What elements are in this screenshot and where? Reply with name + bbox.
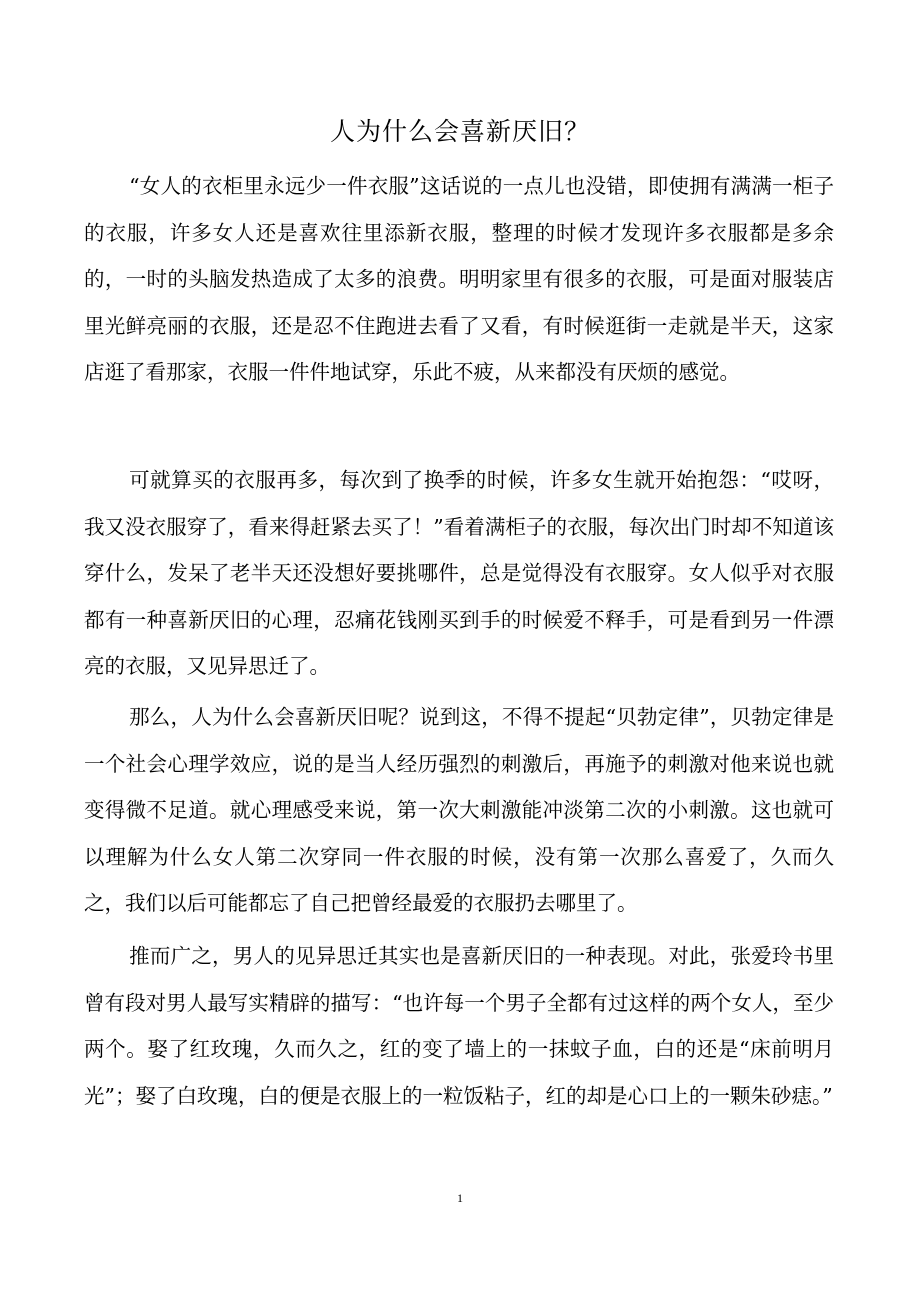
document-title: 人为什么会喜新厌旧？ (329, 117, 590, 146)
page-number: 1 (457, 1191, 463, 1205)
paragraph-1: “女人的衣柜里永远少一件衣服”这话说的一点儿也没错，即使拥有满满一柜子的衣服，许多女人还是喜欢往里添新衣服，整理的时候才发现许多衣服都是多余的，一时的头脑发热造成了太多的浪费。明明家里有很多的衣服，可是面对服装店里光鲜亮丽的衣服，还是忍不住跑进去看了又看，有时候逛街一走就是半天，这家店逛了看那家，衣服一件件地试穿，乐此不疲，从来都没有厌烦的感觉。 (84, 174, 834, 384)
paragraph-3: 那么，人为什么会喜新厌旧呢？说到这，不得不提起“贝勃定律”，贝勃定律是一个社会心理学效应，说的是当人经历强烈的刺激后，再施予的刺激对他来说也就变得微不足道。就心理感受来说，第一次大刺激能冲淡第二次的小刺激。这也就可以理解为什么女人第二次穿同一件衣服的时候，没有第一次那么喜爱了，久而久之，我们以后可能都忘了自己把曾经最爱的衣服扔去哪里了。 (84, 705, 834, 915)
paragraph-2: 可就算买的衣服再多，每次到了换季的时候，许多女生就开始抱怨：“哎呀，我又没衣服穿了，看来得赶紧去买了！”看着满柜子的衣服，每次出门时却不知道该穿什么，发呆了老半天还没想好要挑哪件，总是觉得没有衣服穿。女人似乎对衣服都有一种喜新厌旧的心理，忍痛花钱刚买到手的时候爱不释手，可是看到另一件漂亮的衣服，又见异思迁了。 (84, 468, 834, 678)
paragraph-4: 推而广之，男人的见异思迁其实也是喜新厌旧的一种表现。对此，张爱玲书里曾有段对男人最写实精辟的描写：“也许每一个男子全都有过这样的两个女人，至少两个。娶了红玫瑰，久而久之，红的变了墙上的一抹蚊子血，白的还是“床前明月光”；娶了白玫瑰，白的便是衣服上的一粒饭粘子，红的却是心口上的一颗朱砂痣。” (84, 944, 834, 1108)
